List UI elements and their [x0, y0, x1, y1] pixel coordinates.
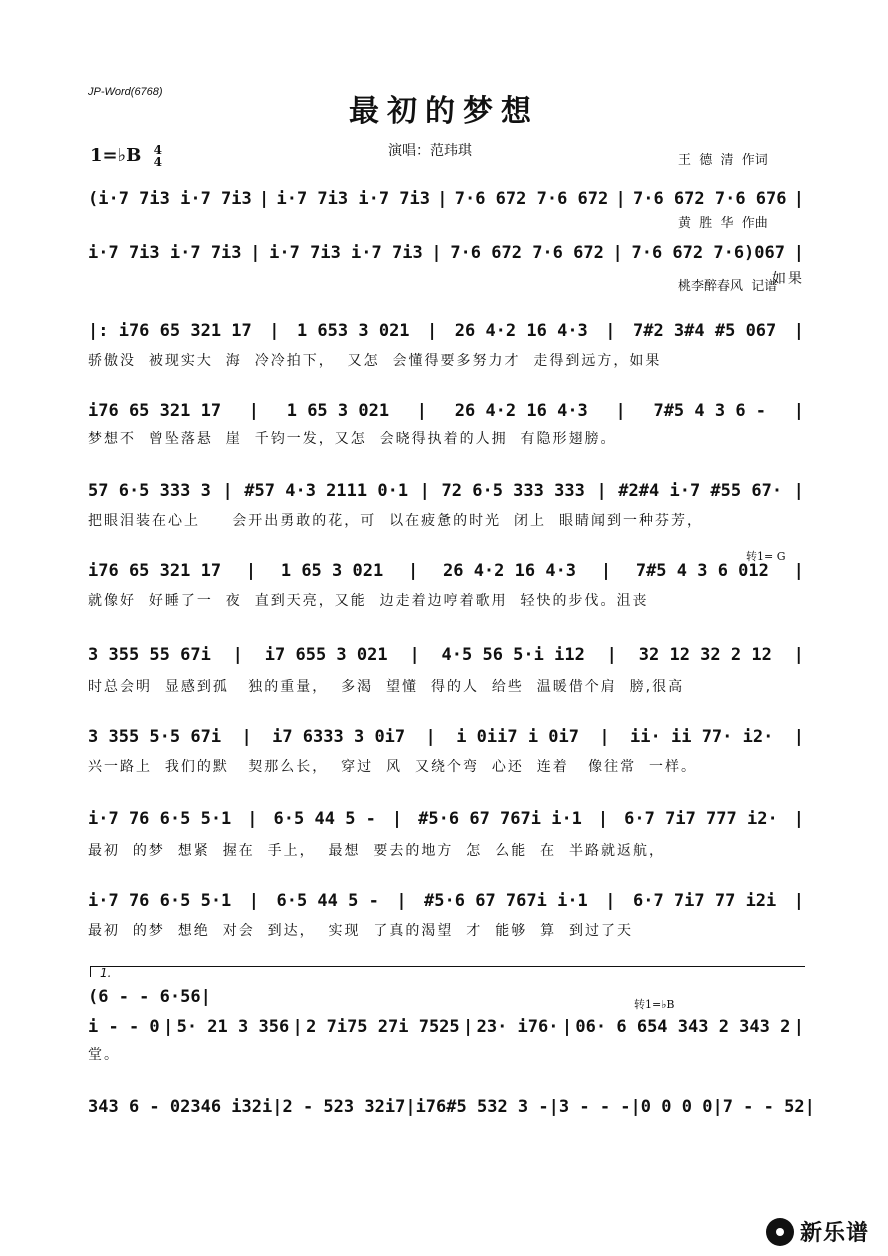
barline: | [712, 1097, 723, 1117]
barline: | [391, 809, 403, 829]
notes-line [88, 398, 804, 424]
arranger-credit: 桃李醉春风 记谱 [678, 279, 778, 294]
measure: 6·7 7i7 77 i2i [632, 891, 777, 911]
record-disc-icon [766, 1218, 794, 1246]
barline: | [793, 243, 804, 263]
barline: | [596, 481, 607, 501]
song-title: 最初的梦想 [349, 94, 539, 129]
measure: i - - 0 [88, 1017, 160, 1037]
measure: 26 4·2 16 4·3 [442, 561, 577, 581]
barline: | [615, 401, 626, 421]
measure: 06· 6 654 343 2 343 2 [575, 1017, 791, 1037]
notes-line [88, 642, 804, 668]
barline: | [409, 645, 420, 665]
measure: 2 7i75 27i 7525 [306, 1017, 460, 1037]
barline: | [405, 1097, 416, 1117]
notes-line [88, 478, 804, 504]
barline: | [232, 645, 243, 665]
measure: 1 65 3 021 [286, 401, 390, 421]
barline: | [605, 321, 616, 341]
barline: | [793, 321, 804, 341]
brand-logo [766, 1216, 869, 1247]
barline: | [793, 189, 804, 209]
notes-line [88, 240, 804, 266]
barline: | [612, 243, 623, 263]
measure: 7·6 672 7·6 676 [632, 189, 787, 209]
barline: | [200, 987, 211, 1007]
measure: 4·5 56 5·i i12 [441, 645, 585, 665]
barline: | [561, 1017, 573, 1037]
lyricist-credit: 王 德 清 作词 [678, 153, 768, 168]
measure: 7·6 672 7·6)067 [631, 243, 785, 263]
barline: | [259, 189, 270, 209]
barline: | [416, 401, 428, 421]
measure: i·7 76 6·5 5·1 [88, 809, 232, 829]
measure: 3 355 5·5 67i [88, 727, 222, 747]
barline: | [425, 727, 436, 747]
lyric-line: 时总会明 显感到孤 独的重量， 多渴 望懂 得的人 给些 温暖借个肩 膀,很高 [88, 679, 685, 694]
barline: | [599, 727, 610, 747]
meter-top: 4 [153, 143, 162, 157]
measure: 3 - - - [558, 1097, 631, 1117]
measure: 23· i76· [476, 1017, 559, 1037]
measure: (i·7 7i3 i·7 7i3 [88, 189, 252, 209]
measure: 5· 21 3 356 [176, 1017, 290, 1037]
lyric-line: 兴一路上 我们的默 契那么长， 穿过 风 又绕个弯 心还 连着 像往常 一样。 [88, 759, 698, 774]
notes-line [88, 558, 804, 584]
singer-credit: 演唱：范玮琪 [388, 143, 472, 159]
software-label: JP-Word(6768) [88, 86, 163, 98]
barline: | [615, 189, 626, 209]
barline: | [248, 891, 260, 911]
barline: | [793, 891, 804, 911]
meter-bottom: 4 [153, 155, 162, 169]
barline: | [804, 1097, 815, 1117]
measure: 57 6·5 333 3 [88, 481, 211, 501]
measure: 7·6 672 7·6 672 [454, 189, 609, 209]
measure: 343 6 - 02346 i32i [88, 1097, 273, 1117]
barline: | [630, 1097, 641, 1117]
barline: | [427, 321, 438, 341]
lyric-line: 骄傲没 被现实大 海 冷冷拍下， 又怎 会懂得要多努力才 走得到远方，如果 [88, 353, 662, 368]
notes-line [88, 888, 804, 914]
measure: 32 12 32 2 12 [638, 645, 772, 665]
measure: i7 6333 3 0i7 [272, 727, 406, 747]
measure: 1 65 3 021 [280, 561, 384, 581]
barline: | [269, 321, 280, 341]
measure: 0 0 0 0 [640, 1097, 713, 1117]
barline: | [793, 481, 804, 501]
barline: | [605, 891, 616, 911]
measure: 7#5 4 3 6 - [653, 401, 767, 421]
measure: i76 65 321 17 [88, 561, 222, 581]
measure: 7#5 4 3 6 012 [635, 561, 769, 581]
barline: | [597, 809, 609, 829]
measure: 1 653 3 021 [296, 321, 410, 341]
barline: | [272, 1097, 283, 1117]
measure: i 0ii7 i 0i7 [456, 727, 580, 747]
measure: #5·6 67 767i i·1 [418, 809, 582, 829]
notes-line [88, 806, 804, 832]
measure: i·7 7i3 i·7 7i3 [269, 243, 423, 263]
barline: | [437, 189, 448, 209]
lyric-line: 最初 的梦 想绝 对会 到达， 实现 了真的渴望 才 能够 算 到过了天 [88, 923, 634, 938]
measure: i·7 7i3 i·7 7i3 [88, 243, 242, 263]
notes-line [88, 186, 804, 212]
barline: | [241, 727, 252, 747]
modulation-marker-bb: 转1=♭B [634, 998, 675, 1011]
measure: |: i76 65 321 17 [88, 321, 252, 341]
measure: 72 6·5 333 333 [441, 481, 585, 501]
barline: | [793, 1017, 804, 1037]
notes-line [88, 1094, 815, 1120]
barline: | [793, 727, 804, 747]
composer-credit: 黄 胜 华 作曲 [678, 216, 768, 231]
measure: i·7 7i3 i·7 7i3 [276, 189, 431, 209]
barline: | [793, 401, 804, 421]
brand-name: 新乐谱 [800, 1221, 870, 1246]
lyric-line: 就像好 好睡了一 夜 直到天亮，又能 边走着边哼着歌用 轻快的步伐。沮丧 [88, 593, 649, 608]
lyric-line: 梦想不 曾坠落悬 崖 千钧一发，又怎 会晓得执着的人拥 有隐形翅膀。 [88, 431, 617, 446]
measure: 7 - - 52 [722, 1097, 805, 1117]
barline: | [163, 1017, 174, 1037]
barline: | [419, 481, 430, 501]
barline: | [600, 561, 612, 581]
barline: | [548, 1097, 559, 1117]
lyric-line: 把眼泪装在心上 会开出勇敢的花，可 以在疲惫的时光 闭上 眼睛闻到一种芬芳， [88, 513, 703, 528]
measure: #5·6 67 767i i·1 [424, 891, 588, 911]
lyric-line: 最初 的梦 想紧 握在 手上， 最想 要去的地方 怎 么能 在 半路就返航， [88, 843, 666, 858]
barline: | [222, 481, 233, 501]
time-signature [154, 144, 162, 168]
barline: | [292, 1017, 303, 1037]
measure: 6·7 7i7 777 i2· [624, 809, 778, 829]
credits [678, 108, 777, 318]
measure: ii· ii 77· i2· [630, 727, 774, 747]
modulation-marker-g: 转1= G [746, 550, 786, 563]
key-signature [90, 144, 162, 168]
first-ending-bracket [90, 966, 805, 977]
measure: #57 4·3 2111 0·1 [244, 481, 409, 501]
measure: 6·5 44 5 - [273, 809, 376, 829]
measure: (6 - - 6·56 [88, 987, 201, 1007]
barline: | [793, 645, 804, 665]
notes-line [88, 984, 211, 1010]
measure: 26 4·2 16 4·3 [454, 321, 588, 341]
measure: 7#2 3#4 #5 067 [632, 321, 777, 341]
notes-line [88, 724, 804, 750]
barline: | [793, 809, 804, 829]
notes-line [88, 1014, 804, 1040]
barline: | [248, 401, 260, 421]
barline: | [247, 809, 258, 829]
measure: i76 65 321 17 [88, 401, 222, 421]
measure: #2#4 i·7 #55 67· [618, 481, 783, 501]
barline: | [250, 243, 261, 263]
lyric-line: 如果 [772, 271, 804, 286]
measure: i7 655 3 021 [264, 645, 388, 665]
barline: | [407, 561, 419, 581]
measure: 6·5 44 5 - [276, 891, 379, 911]
barline: | [463, 1017, 474, 1037]
lyric-line: 堂。 [88, 1047, 120, 1062]
first-ending-number: 1. [100, 966, 112, 980]
barline: | [431, 243, 442, 263]
barline: | [245, 561, 257, 581]
measure: i·7 76 6·5 5·1 [88, 891, 232, 911]
measure: 26 4·2 16 4·3 [454, 401, 588, 421]
measure: 2 - 523 32i7 [282, 1097, 406, 1117]
barline: | [793, 561, 804, 581]
measure: 3 355 55 67i [88, 645, 211, 665]
measure: i76#5 532 3 - [415, 1097, 549, 1117]
key-label: 1=♭B [90, 145, 142, 166]
measure: 7·6 672 7·6 672 [450, 243, 604, 263]
barline: | [396, 891, 407, 911]
barline: | [606, 645, 617, 665]
notes-line [88, 318, 804, 344]
